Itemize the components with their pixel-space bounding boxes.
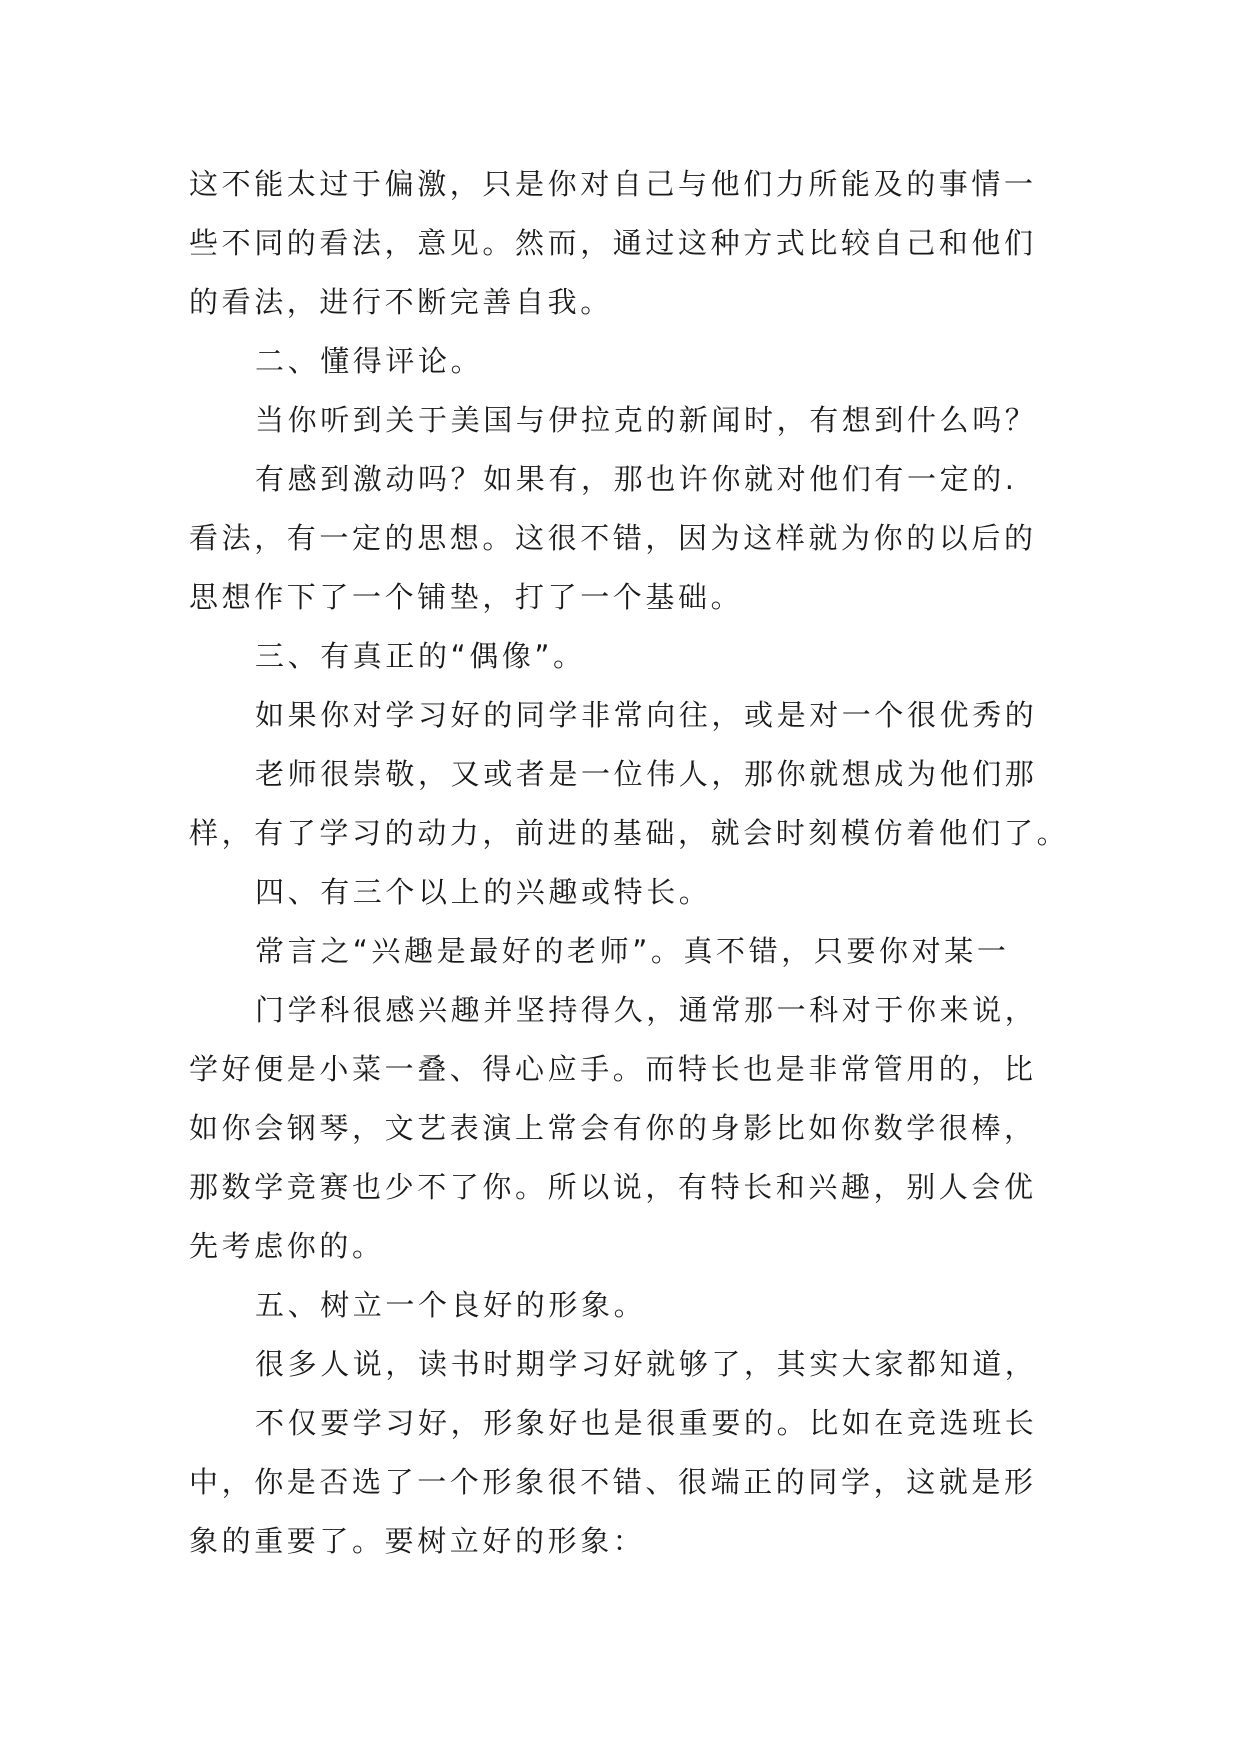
body-text-line: 如果你对学习好的同学非常向往，或是对一个很优秀的 [255,698,1038,732]
section-heading: 四、有三个以上的兴趣或特长。 [255,875,712,909]
body-text-line: 那数学竞赛也少不了你。所以说，有特长和兴趣，别人会优 [189,1170,1037,1204]
body-text-line: 样，有了学习的动力，前进的基础，就会时刻模仿着他们了。 [189,816,1070,850]
body-text-line: 思想作下了一个铺垫，打了一个基础。 [189,580,744,614]
body-text-line: 这不能太过于偏激，只是你对自己与他们力所能及的事情一 [189,167,1037,201]
section-heading: 五、树立一个良好的形象。 [255,1288,647,1322]
body-text-line: 的看法，进行不断完善自我。 [189,285,613,319]
body-text-line: 当你听到关于美国与伊拉克的新闻时，有想到什么吗？ [255,403,1038,437]
body-text-line: 些不同的看法，意见。然而，通过这种方式比较自己和他们 [189,226,1037,260]
body-text-line: 中，你是否选了一个形象很不错、很端正的同学，这就是形 [189,1465,1037,1499]
body-text-line: 常言之“兴趣是最好的老师”。真不错，只要你对某一 [255,934,1010,968]
section-heading: 二、懂得评论。 [255,344,484,378]
body-text-line: 有感到激动吗？如果有，那也许你就对他们有一定的. [255,462,1018,496]
body-text-line: 老师很崇敬，又或者是一位伟人，那你就想成为他们那 [255,757,1038,791]
body-text-line: 学好便是小菜一叠、得心应手。而特长也是非常管用的，比 [189,1052,1037,1086]
body-text-line: 不仅要学习好，形象好也是很重要的。比如在竞选班长 [255,1406,1038,1440]
document-body [189,155,1069,1571]
body-text-line: 象的重要了。要树立好的形象： [189,1524,646,1558]
body-text-line: 如你会钢琴，文艺表演上常会有你的身影比如你数学很棒， [189,1111,1037,1145]
body-text-line: 门学科很感兴趣并坚持得久，通常那一科对于你来说， [255,993,1038,1027]
section-heading: 三、有真正的“偶像”。 [255,639,586,673]
body-text-line: 先考虑你的。 [189,1229,385,1263]
body-text-line: 很多人说，读书时期学习好就够了，其实大家都知道， [255,1347,1038,1381]
body-text-line: 看法，有一定的思想。这很不错，因为这样就为你的以后的 [189,521,1037,555]
